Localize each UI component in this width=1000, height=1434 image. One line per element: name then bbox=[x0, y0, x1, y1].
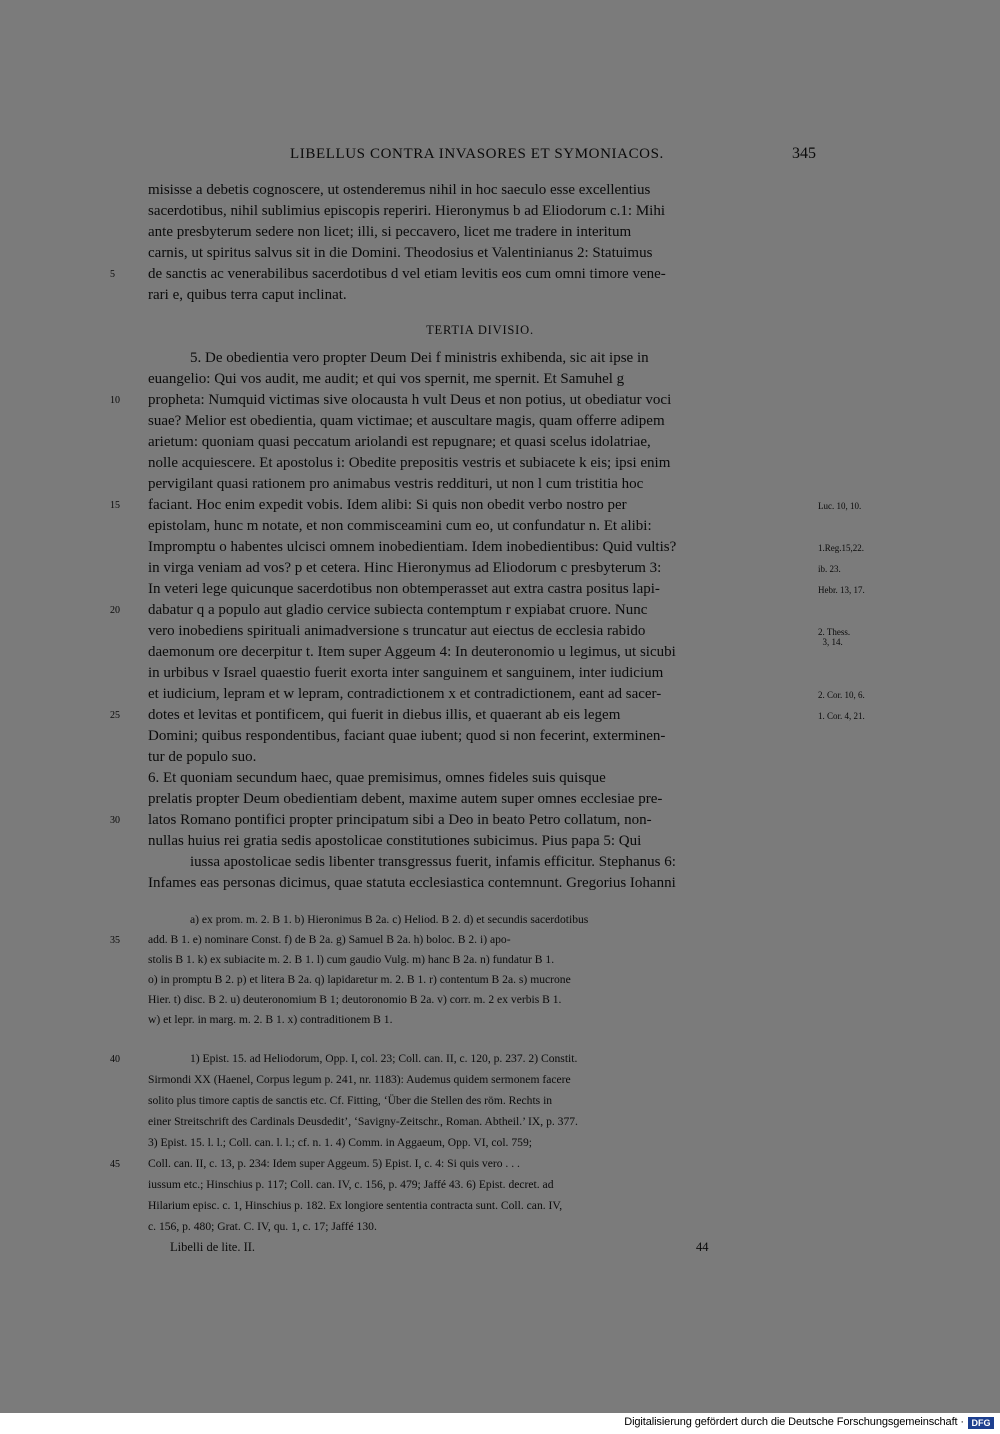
text-line: nolle acquiescere. Et apostolus i: Obedite prepositis vestris et subiacete k eis; ipsi enim bbox=[148, 455, 671, 471]
text-line: daemonum ore decerpitur t. Item super Aggeum 4: In deuteronomio u legimus, ut sicubi bbox=[148, 644, 676, 660]
text-line: vero inobediens spirituali animadversione s truncatur aut eiectus de ecclesia rabido bbox=[148, 623, 646, 639]
text-line: propheta: Numquid victimas sive olocausta h vult Deus et non potius, ut obediatur voci bbox=[148, 392, 672, 408]
text-line: tur de populo suo. bbox=[148, 749, 257, 765]
text-line: misisse a debetis cognoscere, ut ostenderemus nihil in hoc saeculo esse excellentius bbox=[148, 182, 651, 198]
source-note-line: 3) Epist. 15. l. l.; Coll. can. l. l.; cf. n. 1. 4) Comm. in Aggaeum, Opp. VI, col. 759; bbox=[148, 1136, 532, 1149]
text-line: prelatis propter Deum obedientiam debent, maxime autem super omnes ecclesiae pre- bbox=[148, 791, 663, 807]
text-line: rari e, quibus terra caput inclinat. bbox=[148, 287, 347, 303]
text-line: in urbibus v Israel quaestio fuerit exorta inter sanguinem et sanguinem, inter iudicium bbox=[148, 665, 664, 681]
section-title: TERTIA DIVISIO. bbox=[426, 323, 534, 337]
margin-reference: 2. Cor. 10, 6. bbox=[818, 690, 865, 700]
margin-reference: 1. Cor. 4, 21. bbox=[818, 711, 865, 721]
line-number: 15 bbox=[110, 500, 120, 511]
margin-reference: Luc. 10, 10. bbox=[818, 501, 862, 511]
source-note-line: Hilarium episc. c. 1, Hinschius p. 182. Ex longiore sententia contracta sunt. Coll. can. IV, bbox=[148, 1199, 563, 1212]
running-title: LIBELLUS CONTRA INVASORES ET SYMONIACOS. bbox=[290, 146, 664, 162]
text-line: pervigilant quasi rationem pro animabus vestris reddituri, ut non l cum tristitia hoc bbox=[148, 476, 644, 492]
text-line: carnis, ut spiritus salvus sit in die Domini. Theodosius et Valentinianus 2: Statuimus bbox=[148, 245, 653, 261]
text-line: nullas huius rei gratia sedis apostolicae constitutiones subicimus. Pius papa 5: Qui bbox=[148, 833, 642, 849]
source-note-line: c. 156, p. 480; Grat. C. IV, qu. 1, c. 17; Jaffé 130. bbox=[148, 1220, 377, 1233]
line-number: 35 bbox=[110, 935, 120, 946]
signature-number: 44 bbox=[696, 1240, 709, 1254]
text-line: epistolam, hunc m notate, et non commisceamini cum eo, ut confundatur n. Et alibi: bbox=[148, 518, 652, 534]
apparatus-line: o) in promptu B 2. p) et litera B 2a. q) lapidaretur m. 2. B 1. r) contentum B 2a. s) mucrone bbox=[148, 973, 571, 986]
apparatus-line: add. B 1. e) nominare Const. f) de B 2a. g) Samuel B 2a. h) boloc. B 2. i) apo- bbox=[148, 933, 511, 946]
text-line: dotes et levitas et pontificem, qui fuerit in diebus illis, et quaerant ab eis legem bbox=[148, 707, 621, 723]
source-note-line: einer Streitschrift des Cardinals Deusdedit’, ‘Savigny-Zeitschr., Roman. Abtheil.’ IX, p. 377. bbox=[148, 1115, 578, 1128]
line-number: 20 bbox=[110, 605, 120, 616]
text-line: ante presbyterum sedere non licet; illi, si peccavero, licet me tradere in interitum bbox=[148, 224, 632, 240]
text-line: suae? Melior est obedientia, quam victimae; et auscultare magis, quam offerre adipem bbox=[148, 413, 665, 429]
text-line: latos Romano pontifici propter principatum sibi a Deo in beato Petro collatum, non- bbox=[148, 812, 652, 828]
margin-reference: 2. Thess. 3, 14. bbox=[818, 627, 851, 647]
line-number: 30 bbox=[110, 815, 120, 826]
margin-reference: ib. 23. bbox=[818, 564, 841, 574]
text-line: 5. De obedientia vero propter Deum Dei f ministris exhibenda, sic ait ipse in bbox=[190, 350, 649, 366]
line-number: 45 bbox=[110, 1159, 120, 1170]
source-note-line: Coll. can. II, c. 13, p. 234: Idem super Aggeum. 5) Epist. I, c. 4: Si quis vero . . . bbox=[148, 1157, 520, 1170]
source-note-line: 1) Epist. 15. ad Heliodorum, Opp. I, col. 23; Coll. can. II, c. 120, p. 237. 2) Constit. bbox=[190, 1052, 578, 1065]
text-line: Impromptu o habentes ulcisci omnem inobedientiam. Idem inobedientibus: Quid vultis? bbox=[148, 539, 677, 555]
text-line: de sanctis ac venerabilibus sacerdotibus d vel etiam levitis eos cum omni timore vene- bbox=[148, 266, 666, 282]
line-number: 25 bbox=[110, 710, 120, 721]
source-note-line: iussum etc.; Hinschius p. 117; Coll. can. IV, c. 156, p. 479; Jaffé 43. 6) Epist. decret. ad bbox=[148, 1178, 554, 1191]
text-line: in virga veniam ad vos? p et cetera. Hinc Hieronymus ad Eliodorum c presbyterum 3: bbox=[148, 560, 662, 576]
text-line: iussa apostolicae sedis libenter transgressus fuerit, infamis efficitur. Stephanus 6: bbox=[190, 854, 676, 870]
text-line: sacerdotibus, nihil sublimius episcopis reperiri. Hieronymus b ad Eliodorum c.1: Mihi bbox=[148, 203, 666, 219]
text-line: Domini; quibus respondentibus, faciant quae iubent; quod si non fecerint, exterminen- bbox=[148, 728, 666, 744]
text-line: faciant. Hoc enim expedit vobis. Idem alibi: Si quis non obedit verbo nostro per bbox=[148, 497, 627, 513]
signature-mark: Libelli de lite. II. bbox=[170, 1240, 256, 1254]
text-line: dabatur q a populo aut gladio cervice subiecta contemptum r expiabat cruore. Nunc bbox=[148, 602, 648, 618]
source-note-line: solito plus timore captis de sanctis etc. Cf. Fitting, ‘Über die Stellen des röm. Rechts in bbox=[148, 1094, 553, 1107]
text-line: Infames eas personas dicimus, quae statuta ecclesiastica contemnunt. Gregorius Iohanni bbox=[148, 875, 676, 891]
margin-reference: Hebr. 13, 17. bbox=[818, 585, 865, 595]
source-note-line: Sirmondi XX (Haenel, Corpus legum p. 241, nr. 1183): Audemus quidem sermonem facere bbox=[148, 1073, 571, 1086]
apparatus-line: w) et lepr. in marg. m. 2. B 1. x) contraditionem B 1. bbox=[148, 1013, 393, 1026]
line-number: 10 bbox=[110, 395, 120, 406]
apparatus-line: stolis B 1. k) ex subiacite m. 2. B 1. l) cum gaudio Vulg. m) hanc B 2a. n) fundatur B 1. bbox=[148, 953, 555, 966]
page-number: 345 bbox=[792, 145, 816, 162]
text-line: arietum: quoniam quasi peccatum ariolandi est repugnare; et quasi scelus idolatriae, bbox=[148, 434, 651, 450]
running-header bbox=[150, 146, 816, 168]
line-number: 40 bbox=[110, 1054, 120, 1065]
apparatus-line: a) ex prom. m. 2. B 1. b) Hieronimus B 2a. c) Heliod. B 2. d) et secundis sacerdotibus bbox=[190, 913, 589, 926]
dfg-logo: DFG bbox=[968, 1417, 994, 1429]
text-line: et iudicium, lepram et w lepram, contradictionem x et contradictionem, eant ad sacer- bbox=[148, 686, 662, 702]
banner-text: Digitalisierung gefördert durch die Deutsche Forschungsgemeinschaft · bbox=[624, 1416, 964, 1428]
text-line: 6. Et quoniam secundum haec, quae premisimus, omnes fideles suis quisque bbox=[148, 770, 606, 786]
digitization-banner bbox=[0, 1413, 1000, 1434]
line-number: 5 bbox=[110, 269, 115, 280]
margin-reference: 1.Reg.15,22. bbox=[818, 543, 864, 553]
text-line: euangelio: Qui vos audit, me audit; et qui vos spernit, me spernit. Et Samuhel g bbox=[148, 371, 625, 387]
text-line: In veteri lege quicunque sacerdotibus non obtemperasset aut extra castra positus lapi- bbox=[148, 581, 660, 597]
apparatus-line: Hier. t) disc. B 2. u) deuteronomium B 1; deutoronomio B 2a. v) corr. m. 2 ex verbis B 1. bbox=[148, 993, 562, 1006]
